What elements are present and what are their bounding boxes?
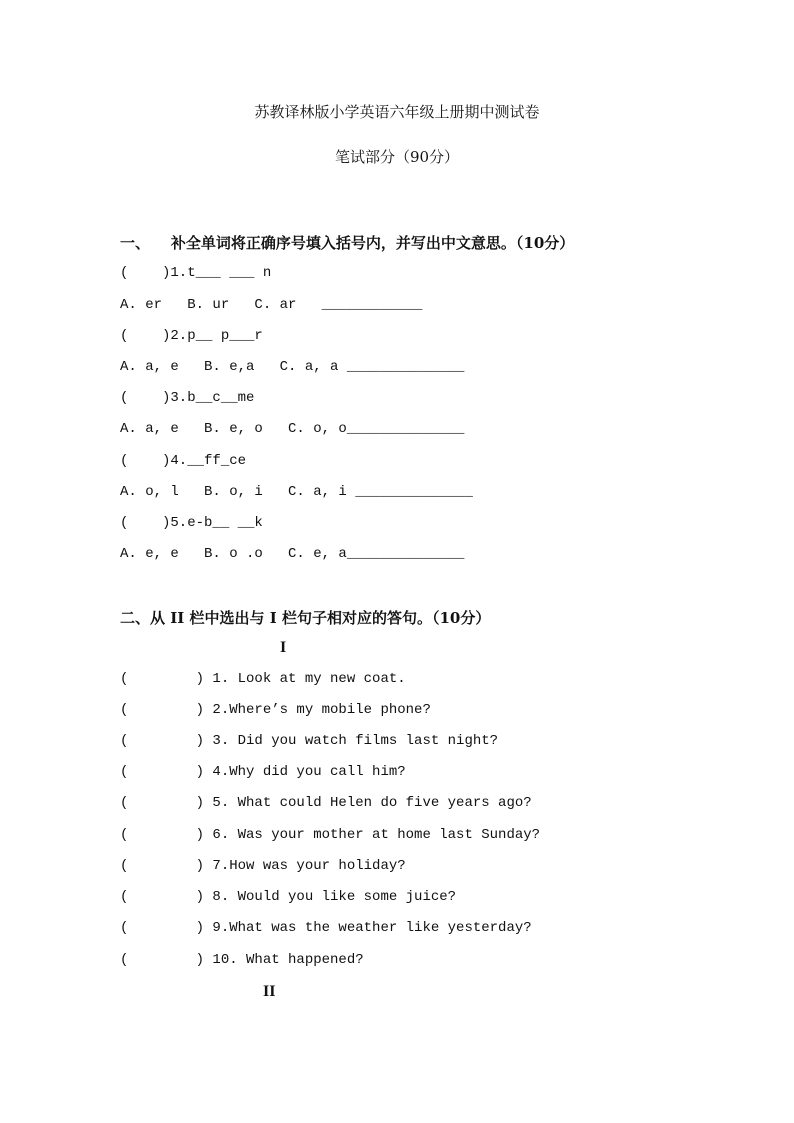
- question-line: ( )3.b__c__me: [120, 390, 255, 406]
- column-ii-label: II: [263, 983, 276, 1000]
- section1-heading: 一、 补全单词将正确序号填入括号内，并写出中文意思。（10分）: [120, 234, 575, 252]
- match-item: ( ) 7.How was your holiday?: [120, 858, 406, 874]
- match-item: ( ) 4.Why did you call him?: [120, 764, 406, 780]
- options-line: A. a, e B. e, o C. o, o______________: [120, 421, 465, 437]
- options-line: A. a, e B. e,a C. a, a ______________: [120, 359, 465, 375]
- match-item: ( ) 1. Look at my new coat.: [120, 671, 406, 687]
- section2-heading: 二、从 II 栏中选出与 I 栏句子相对应的答句。（10分）: [120, 609, 491, 627]
- page-subtitle: 笔试部分（90分）: [334, 148, 460, 166]
- question-line: ( )4.__ff_ce: [120, 453, 247, 469]
- match-item: ( ) 9.What was the weather like yesterday?: [120, 920, 532, 936]
- match-item: ( ) 5. What could Helen do five years ago?: [120, 795, 532, 811]
- match-item: ( ) 8. Would you like some juice?: [120, 889, 457, 905]
- options-line: A. o, l B. o, i C. a, i ______________: [120, 484, 473, 500]
- question-line: ( )5.e-b__ __k: [120, 515, 263, 531]
- match-item: ( ) 6. Was your mother at home last Sunday?: [120, 827, 541, 843]
- question-line: ( )2.p__ p___r: [120, 328, 263, 344]
- match-item: ( ) 2.Where’s my mobile phone?: [120, 702, 431, 718]
- page-title: 苏教译林版小学英语六年级上册期中测试卷: [254, 103, 540, 121]
- question-line: ( )1.t___ ___ n: [120, 265, 272, 281]
- column-i-label: I: [280, 639, 287, 656]
- options-line: A. er B. ur C. ar ____________: [120, 297, 423, 313]
- options-line: A. e, e B. o .o C. e, a______________: [120, 546, 465, 562]
- match-item: ( ) 3. Did you watch films last night?: [120, 733, 499, 749]
- match-item: ( ) 10. What happened?: [120, 952, 364, 968]
